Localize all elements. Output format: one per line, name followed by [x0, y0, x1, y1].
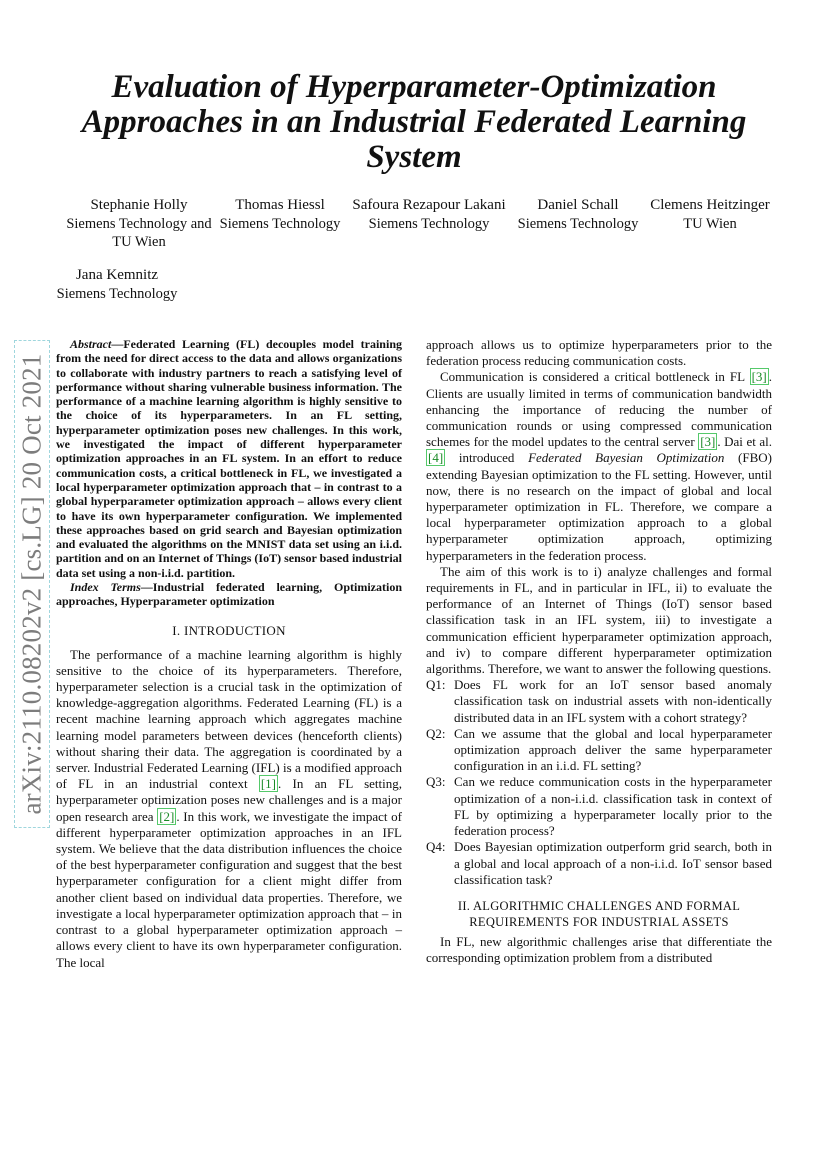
paragraph: approach allows us to optimize hyperparameters prior to the federation process reducing communication costs.	[426, 337, 772, 369]
question-text: Does FL work for an IoT sensor based anomaly classification task on industrial assets with non-identically distributed data in an IFL system with a cohort strategy?	[454, 677, 772, 725]
index-terms	[56, 580, 402, 609]
author-name: Thomas Hiessl	[235, 197, 325, 213]
text-run: The performance of a machine learning algorithm is highly sensitive to the choice of its hyperparameters. Therefore, hyperparameter selection is a crucial task in the optimization of knowledge-aggregation algorithms. Federated Learning (FL) is a recent machine learning approach which aggregates machine learning model parameters between devices (henceforth clients) without sharing their data. The aggregation is coordinated by a server. Industrial Federated Learning (IFL) is a modified approach of FL in an industrial context	[56, 646, 402, 792]
author-affiliation: Siemens Technology	[219, 216, 341, 232]
question-text: Does Bayesian optimization outperform grid search, both in a global and local approach of a non-i.i.d. IoT sensor based classification task?	[454, 839, 772, 887]
section-heading	[426, 898, 772, 930]
author-3	[344, 196, 514, 233]
author-block	[0, 196, 828, 306]
question-text: Can we assume that the global and local hyperparameter optimization approach deliver the same hyperparameter configuration in an i.i.d. FL setting?	[454, 725, 772, 774]
author-affiliation: TU Wien	[112, 234, 166, 250]
text-run: . Dai et al.	[717, 434, 772, 450]
arxiv-id: arXiv:2110.08202v2 [cs.LG] 20 Oct 2021	[16, 353, 47, 815]
text-run: . Clients are usually limited in terms of communication bandwidth enhancing the importance of reducing the number of communication rounds or using compressed communication schemes for the model updates to the central server	[426, 369, 772, 450]
author-name: Clemens Heitzinger	[650, 197, 770, 213]
section-heading-line: REQUIREMENTS FOR INDUSTRIAL ASSETS	[469, 914, 729, 929]
author-2	[216, 196, 344, 233]
abstract	[56, 337, 402, 580]
left-column	[56, 337, 402, 971]
question-number: Q3:	[426, 774, 446, 790]
intro-paragraph	[56, 647, 402, 971]
abstract-text: —Federated Learning (FL) decouples model training from the need for direct access to the data and allows organizations to collaborate with industry partners to reach a satisfying level of performance without sharing vulnerable business information. The performance of a machine learning algorithm is highly sensitive to the choice of its hyperparameters. In an FL setting, hyperparameter optimization poses new challenges. In this work, we investigated the impact of different hyperparameter optimization approaches in an FL system. In an effort to reduce communication costs, a critical bottleneck in FL, we investigated a local hyperparameter optimization approach that – in contrast to a global hyperparameter optimization approach – allows every client to have its own hyperparameter configuration. We implemented these approaches based on grid search and Bayesian optimization and evaluated the algorithms on the MNIST data set using an i.i.d. partition and on an Internet of Things (IoT) sensor based industrial data set using a non-i.i.d. partition.	[56, 337, 402, 580]
author-name: Daniel Schall	[537, 197, 619, 213]
title-line-1: Evaluation of Hyperparameter-Optimization	[111, 69, 717, 105]
author-affiliation: Siemens Technology	[56, 286, 178, 302]
author-name: Jana Kemnitz	[75, 267, 159, 283]
author-name: Safoura Rezapour Lakani	[352, 197, 506, 213]
question-number: Q4:	[426, 839, 446, 855]
text-run: (FBO) extending Bayesian optimization to the FL setting. However, until now, there is no research on the impact of global and local hyperparameter optimization in FL. Therefore, we compare a local hyperparameter optimization approach to a global hyperparameter optimization approach, optimizing hyperparameters in the federation process.	[426, 450, 773, 563]
text-run: Communication is considered a critical bottleneck in FL	[440, 369, 750, 385]
author-affiliation: Siemens Technology	[517, 216, 639, 232]
title-line-3: System	[366, 139, 462, 175]
author-4	[514, 196, 642, 233]
text-run: . In this work, we investigate the impact of different hyperparameter optimization approaches in an IFL system. We believe that the data distribution influences the choice of the best hyperparameter configuration and suggest that the best hyperparameter configuration for a client might differ from another client based on individual data properties. Therefore, we investigate a local hyperparameter optimization approach that – in contrast to a global hyperparameter optimization approach – allows every client to have its own hyperparameter configuration. The local	[56, 808, 402, 970]
citation-link[interactable]: [4]	[428, 450, 444, 466]
author-1	[62, 196, 216, 251]
emphasis-term: Federated Bayesian Optimization	[528, 450, 725, 466]
text-run: . In an FL setting, hyperparameter optimization poses new challenges and is a major open research area	[56, 776, 402, 824]
right-column	[426, 337, 772, 966]
paragraph	[426, 369, 772, 563]
author-name: Stephanie Holly	[90, 197, 188, 213]
question-text: Can we reduce communication costs in the hyperparameter optimization of a non-i.i.d. classification task in context of FL by optimizing a hyperparameter locally prior to the federation process?	[454, 774, 772, 839]
question-item	[426, 677, 772, 726]
index-terms-label: Index Terms	[70, 580, 141, 595]
author-6	[52, 266, 182, 303]
section-heading-line: II. ALGORITHMIC CHALLENGES AND FORMAL	[457, 898, 741, 913]
question-number: Q2:	[426, 725, 446, 741]
citation-link[interactable]: [2]	[159, 808, 175, 824]
paragraph: In FL, new algorithmic challenges arise that differentiate the corresponding optimization problem from a distributed	[426, 933, 772, 966]
citation-link[interactable]: [3]	[700, 434, 716, 450]
question-number: Q1:	[426, 677, 446, 693]
abstract-label: Abstract	[70, 337, 112, 351]
author-5	[642, 196, 778, 233]
index-terms-text: —Industrial federated learning, Optimization approaches, Hyperparameter optimization	[56, 580, 402, 609]
arxiv-identifier-stamp[interactable]	[14, 340, 50, 828]
section-heading: I. INTRODUCTION	[172, 622, 286, 638]
citation-link[interactable]: [1]	[260, 776, 276, 792]
question-item	[426, 839, 772, 888]
author-affiliation: Siemens Technology	[368, 216, 490, 232]
text-run: introduced	[445, 450, 529, 466]
question-item	[426, 726, 772, 775]
author-affiliation: Siemens Technology and	[66, 216, 212, 232]
question-item	[426, 774, 772, 839]
author-affiliation: TU Wien	[683, 216, 737, 232]
paragraph: The aim of this work is to i) analyze challenges and formal requirements in FL, and in particular in IFL, ii) to evaluate the performance of an Internet of Things (IoT) sensor based classification task in an IFL system, iii) to investigate a communication efficient hyperparameter optimization approach, and iv) to compare different hyperparameter optimization algorithms. Therefore, we want to answer the following questions.	[426, 563, 772, 677]
citation-link[interactable]: [3]	[751, 369, 767, 385]
title-line-2: Approaches in an Industrial Federated Learning	[81, 104, 747, 140]
paper-title	[40, 70, 788, 175]
